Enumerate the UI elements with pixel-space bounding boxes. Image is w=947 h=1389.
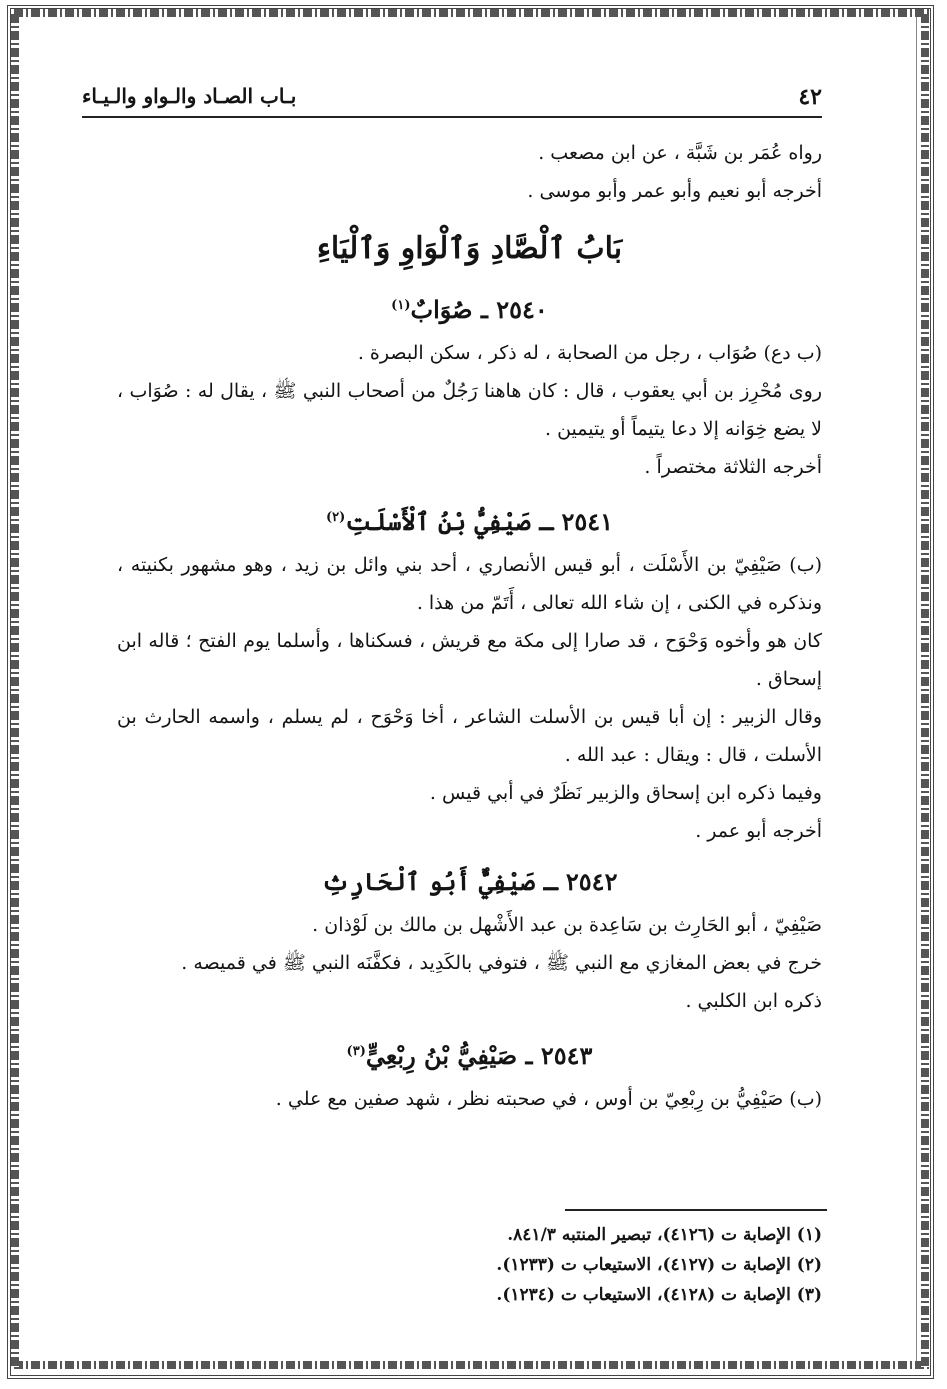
entry-2541-p4: وفيما ذكره ابن إسحاق والزبير نَظَرٌ في أبي قيس . — [429, 782, 822, 804]
entry-title-text: ٢٥٤٣ ـ صَيْفِيُّ بْنُ رِبْعِيٍّ — [365, 1041, 593, 1070]
entry-2541-p3: وقال الزبير : إن أبا قيس بن الأسلت الشاعر ، أخا وَحْوَح ، لم يسلم ، واسمه الحارث بن الأسلت ، قال : ويقال : عبد الله . — [117, 706, 822, 766]
entry-2543-p1: (ب) صَيْفِيُّ بن رِبْعِيّ بن أوس ، في صحبته نظر ، شهد صفين مع علي . — [275, 1088, 822, 1110]
entry-2541-title — [117, 496, 822, 544]
chapter-title: بَابُ ٱلْصَّادِ وَٱلْوَاوِ وَٱلْيَاءِ — [316, 231, 623, 266]
entry-2540-title — [117, 284, 822, 332]
entry-title-text: ٢٥٤٠ ـ صُوَابٌ — [410, 295, 548, 324]
main-text — [117, 134, 822, 1118]
entry-2542-p1: صَيْفِيّ ، أبو الحَارِث بن سَاعِدة بن عبد الأَشْهل بن مالك بن لَوْذان . — [312, 914, 822, 936]
page-number: ٤٢ — [798, 84, 822, 110]
intro-line-2: أخرجه أبو نعيم وأبو عمر وأبو موسى . — [527, 180, 822, 202]
entry-title-text: ٢٥٤١ ـ صَيْفِيُّ بْنُ ٱلْأَسْلَتِ — [345, 507, 614, 536]
entry-2540-p2: روى مُحْرِز بن أبي يعقوب ، قال : كان هاهنا رَجُلٌ من أصحاب النبي ﷺ ، يقال له : صُوَاب ، لا يضع خِوَانه إلا دعا يتيماً أو يتيمين . — [117, 380, 822, 440]
footnote-ref: (٢) — [325, 510, 346, 525]
entry-2540-p3: أخرجه الثلاثة مختصراً . — [644, 456, 822, 478]
footnote-1: (١) الإصابة ت (٤١٢٦)، تبصير المنتبه ٨٤١/٣. — [507, 1225, 822, 1245]
footnote-2: (٢) الإصابة ت (٤١٢٧)، الاستيعاب ت (١٢٣٣). — [496, 1255, 822, 1275]
entry-2541-p2: كان هو وأخوه وَحْوَح ، قد صارا إلى مكة مع قريش ، فسكناها ، وأسلما يوم الفتح ؛ قاله ابن إسحاق . — [117, 630, 822, 690]
entry-2543-title — [117, 1030, 822, 1078]
running-title: بـاب الصـاد والـواو والـيـاء — [82, 84, 297, 108]
entry-2541-p1: (ب) صَيْفِيّ بن الأَسْلَت ، أبو قيس الأنصاري ، أحد بني وائل بن زيد ، وهو مشهور بكنيته ، ونذكره في الكنى ، إن شاء الله تعالى ، أَتَمّ من هذا . — [117, 554, 822, 614]
footnote-3: (٣) الإصابة ت (٤١٢٨)، الاستيعاب ت (١٢٣٤). — [496, 1285, 822, 1305]
entry-title-text: ٢٥٤٢ ـ صَيْفِيٌّ أَبُو ٱلْحَارِثِ — [321, 867, 618, 896]
footnote-separator — [565, 1209, 827, 1211]
entry-2542-p2: خرج في بعض المغازي مع النبي ﷺ ، فتوفي بالكَدِيد ، فكفَّنَه النبي ﷺ في قميصه . — [181, 952, 822, 974]
intro-line-1: رواه عُمَر بن شَبَّة ، عن ابن مصعب . — [538, 142, 822, 164]
entry-2542-p3: ذكره ابن الكلبي . — [685, 990, 822, 1012]
entry-2541-p5: أخرجه أبو عمر . — [695, 820, 822, 842]
footnote-ref: (١) — [391, 298, 411, 313]
footnote-ref: (٣) — [346, 1044, 366, 1059]
entry-2542-title — [117, 860, 822, 904]
entry-2540-p1: (ب دع) صُوَاب ، رجل من الصحابة ، له ذكر ، سكن البصرة . — [357, 342, 822, 364]
page-header — [82, 84, 822, 118]
footnotes — [117, 1220, 822, 1310]
